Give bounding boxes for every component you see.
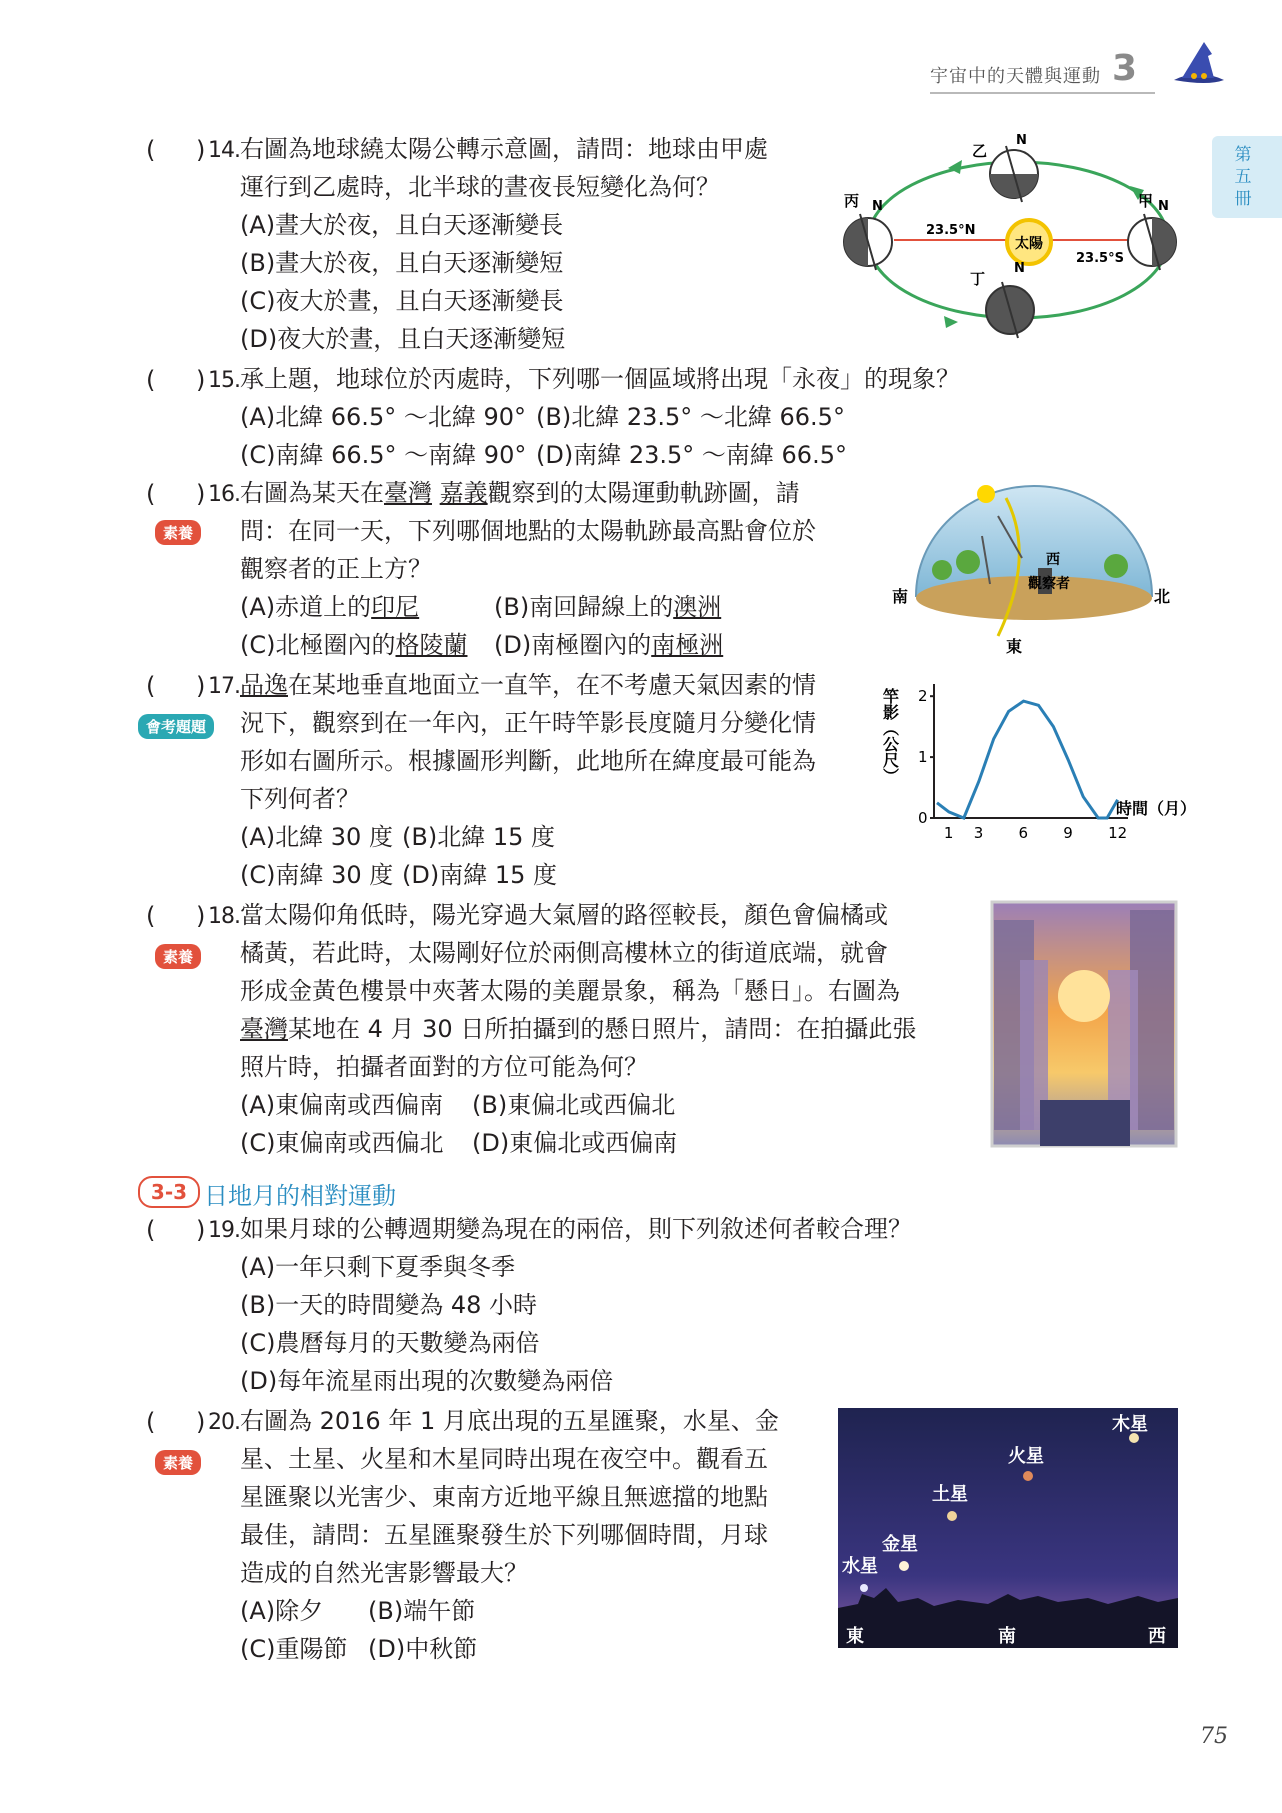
label-n: N	[1016, 133, 1027, 148]
orbit-arrow	[944, 316, 958, 328]
option-c: (C)夜大於晝，且白天逐漸變長	[240, 287, 564, 315]
option-a: (A)一年只剩下夏季與冬季	[240, 1253, 516, 1281]
tree-icon	[932, 560, 952, 580]
answer-paren-right: )	[196, 136, 206, 164]
car-icon	[1040, 1100, 1130, 1146]
option-c: (C)南緯 66.5° ～南緯 90°	[240, 441, 527, 469]
label-jia: 甲	[1138, 192, 1154, 210]
section-badge: 3-3	[138, 1176, 200, 1208]
label-west: 西	[1148, 1626, 1166, 1647]
sun-label: 太陽	[1015, 236, 1043, 252]
option-a: (A)東偏南或西偏南	[240, 1091, 444, 1119]
chart-xlabel: 時間（月）	[1116, 799, 1197, 818]
option-d: (D)南緯 15 度	[402, 861, 558, 889]
option-b: (B)東偏北或西偏北	[472, 1091, 676, 1119]
answer-paren-left: (	[146, 136, 156, 164]
y-tick-label: 2	[918, 687, 928, 706]
question-text-line: 右圖為 2016 年 1 月底出現的五星匯聚，水星、金	[240, 1407, 779, 1435]
x-tick-label: 12	[1108, 824, 1128, 842]
question-text-line: 照片時，拍攝者面對的方位可能為何？	[240, 1053, 648, 1081]
observer-label: 觀察者	[1028, 576, 1070, 592]
answer-paren-right: )	[196, 672, 206, 700]
option-c: (C)南緯 30 度	[240, 861, 394, 889]
south-label: 南	[892, 587, 909, 606]
question-text-line: 下列何者？	[240, 785, 360, 813]
question-text-line: 造成的自然光害影響最大？	[240, 1559, 528, 1587]
option-d: (D)南緯 23.5° ～南緯 66.5°	[536, 441, 847, 469]
question-text-line: 右圖為地球繞太陽公轉示意圖，請問：地球由甲處	[240, 135, 768, 163]
series-line	[937, 701, 1118, 818]
x-tick-label: 9	[1063, 824, 1073, 842]
answer-paren-right: )	[196, 480, 206, 508]
option-b: (B)北緯 23.5° ～北緯 66.5°	[536, 403, 845, 431]
question-text-line: 觀察者的正上方？	[240, 555, 432, 583]
label-south: 南	[998, 1626, 1016, 1647]
option-a: (A)除夕	[240, 1597, 324, 1625]
chapter-number: 3	[1112, 48, 1138, 89]
shadow-length-chart	[880, 664, 1197, 854]
label-venus: 金星	[882, 1534, 918, 1555]
answer-paren-left: (	[146, 480, 156, 508]
question-text-line: 當太陽仰角低時，陽光穿過大氣層的路徑較長，顏色會偏橘或	[240, 901, 888, 929]
option-c: (C)重陽節	[240, 1635, 348, 1663]
question-text-line: 臺灣某地在 4 月 30 日所拍攝到的懸日照片，請問：在拍攝此張	[240, 1015, 917, 1043]
label-yi: 乙	[972, 142, 988, 160]
tree-icon	[956, 550, 980, 574]
north-label: 北	[1154, 587, 1171, 606]
label-mercury: 水星	[842, 1556, 878, 1577]
chart-ylabel: 竿影（公尺）	[880, 688, 900, 784]
question-text-line: 承上題，地球位於丙處時，下列哪一個區域將出現「永夜」的現象？	[240, 365, 960, 393]
label-n: N	[1014, 261, 1025, 276]
label-east: 東	[846, 1626, 864, 1647]
question-text-line: 右圖為某天在臺灣 嘉義觀察到的太陽運動軌跡圖，請	[240, 479, 800, 507]
option-a: (A)晝大於夜，且白天逐漸變長	[240, 211, 564, 239]
answer-paren-left: (	[146, 902, 156, 930]
question-text-line: 如果月球的公轉週期變為現在的兩倍，則下列敘述何者較合理？	[240, 1215, 912, 1243]
answer-paren-left: (	[146, 1408, 156, 1436]
answer-paren-right: )	[196, 1216, 206, 1244]
lat-south-label: 23.5°S	[1076, 251, 1124, 266]
lat-north-label: 23.5°N	[926, 223, 976, 238]
option-d: (D)南極圈內的南極洲	[494, 631, 724, 659]
option-c: (C)北極圈內的格陵蘭	[240, 631, 468, 659]
option-d: (D)夜大於晝，且白天逐漸變短	[240, 325, 566, 353]
question-number: 19.	[208, 1218, 240, 1243]
question-number: 18.	[208, 904, 240, 929]
west-label: 西	[1046, 552, 1060, 568]
earth-bing	[844, 214, 892, 270]
literacy-tag: 素養	[155, 520, 201, 545]
label-bing: 丙	[844, 192, 860, 210]
answer-paren-right: )	[196, 366, 206, 394]
planet-saturn	[947, 1511, 957, 1521]
sun-icon	[977, 485, 995, 503]
question-text-line: 況下，觀察到在一年內，正午時竿影長度隨月分變化情	[240, 709, 816, 737]
answer-paren-right: )	[196, 1408, 206, 1436]
label-n: N	[872, 199, 883, 214]
question-number: 15.	[208, 368, 240, 393]
option-b: (B)一天的時間變為 48 小時	[240, 1291, 537, 1319]
answer-paren-left: (	[146, 672, 156, 700]
page-number: 75	[1200, 1724, 1228, 1749]
earth-orbit-figure	[838, 130, 1178, 350]
earth-jia	[1128, 214, 1176, 270]
label-n: N	[1158, 199, 1169, 214]
option-b: (B)南回歸線上的澳洲	[494, 593, 722, 621]
question-number: 17.	[208, 674, 240, 699]
question-text-line: 橘黃，若此時，太陽剛好位於兩側高樓林立的街道底端，就會	[240, 939, 888, 967]
option-b: (B)晝大於夜，且白天逐漸變短	[240, 249, 564, 277]
sun-icon	[1058, 970, 1110, 1022]
x-tick-label: 6	[1018, 824, 1029, 842]
question-number: 20.	[208, 1410, 240, 1435]
literacy-tag: 素養	[155, 1450, 201, 1475]
question-text-line: 問：在同一天，下列哪個地點的太陽軌跡最高點會位於	[240, 517, 816, 545]
question-number: 16.	[208, 482, 240, 507]
answer-paren-left: (	[146, 366, 156, 394]
option-d: (D)每年流星雨出現的次數變為兩倍	[240, 1367, 614, 1395]
planet-alignment-photo	[838, 1408, 1178, 1648]
option-c: (C)農曆每月的天數變為兩倍	[240, 1329, 540, 1357]
option-c: (C)東偏南或西偏北	[240, 1129, 444, 1157]
question-text-line: 運行到乙處時，北半球的晝夜長短變化為何？	[240, 173, 720, 201]
question-text-line: 星匯聚以光害少、東南方近地平線且無遮擋的地點	[240, 1483, 768, 1511]
section-title: 日地月的相對運動	[204, 1182, 396, 1210]
volume-tab-label: 第五冊	[1234, 145, 1252, 209]
question-text-line: 品逸在某地垂直地面立一直竿，在不考慮天氣因素的情	[240, 671, 816, 699]
label-saturn: 土星	[932, 1484, 968, 1505]
planet-venus	[899, 1561, 909, 1571]
x-tick-label: 3	[973, 824, 984, 842]
sun-path-figure	[886, 476, 1182, 666]
option-a: (A)北緯 30 度	[240, 823, 393, 851]
earth-ding	[986, 282, 1034, 338]
earth-yi	[990, 146, 1038, 202]
question-text-line: 最佳，請問：五星匯聚發生於下列哪個時間，月球	[240, 1521, 768, 1549]
exam-tag: 會考題題	[138, 714, 214, 739]
planet-mars	[1023, 1471, 1033, 1481]
question-text-line: 形如右圖所示。根據圖形判斷，此地所在緯度最可能為	[240, 747, 816, 775]
volume-tab	[1212, 136, 1282, 218]
wizard-hat-icon	[1168, 38, 1228, 90]
option-b: (B)端午節	[368, 1597, 476, 1625]
option-d: (D)中秋節	[368, 1635, 478, 1663]
tree-icon	[1104, 554, 1128, 578]
y-tick-label: 0	[918, 809, 928, 827]
y-tick-label: 1	[918, 748, 928, 767]
option-a: (A)北緯 66.5° ～北緯 90°	[240, 403, 527, 431]
label-jupiter: 木星	[1112, 1414, 1148, 1435]
east-label: 東	[1006, 637, 1023, 656]
planet-mercury	[860, 1584, 868, 1592]
option-b: (B)北緯 15 度	[402, 823, 555, 851]
literacy-tag: 素養	[155, 944, 201, 969]
answer-paren-left: (	[146, 1216, 156, 1244]
question-text-line: 形成金黃色樓景中夾著太陽的美麗景象，稱為「懸日」。右圖為	[240, 977, 900, 1005]
header-title: 宇宙中的天體與運動	[930, 66, 1101, 87]
question-text-line: 星、土星、火星和木星同時出現在夜空中。觀看五	[240, 1445, 768, 1473]
question-number: 14.	[208, 138, 240, 163]
x-tick-label: 1	[943, 824, 954, 842]
city-sunset-illustration	[990, 900, 1180, 1150]
answer-paren-right: )	[196, 902, 206, 930]
label-mars: 火星	[1008, 1446, 1044, 1467]
option-a: (A)赤道上的印尼	[240, 593, 420, 621]
label-ding: 丁	[970, 270, 986, 288]
header-divider	[930, 92, 1155, 94]
option-d: (D)東偏北或西偏南	[472, 1129, 678, 1157]
